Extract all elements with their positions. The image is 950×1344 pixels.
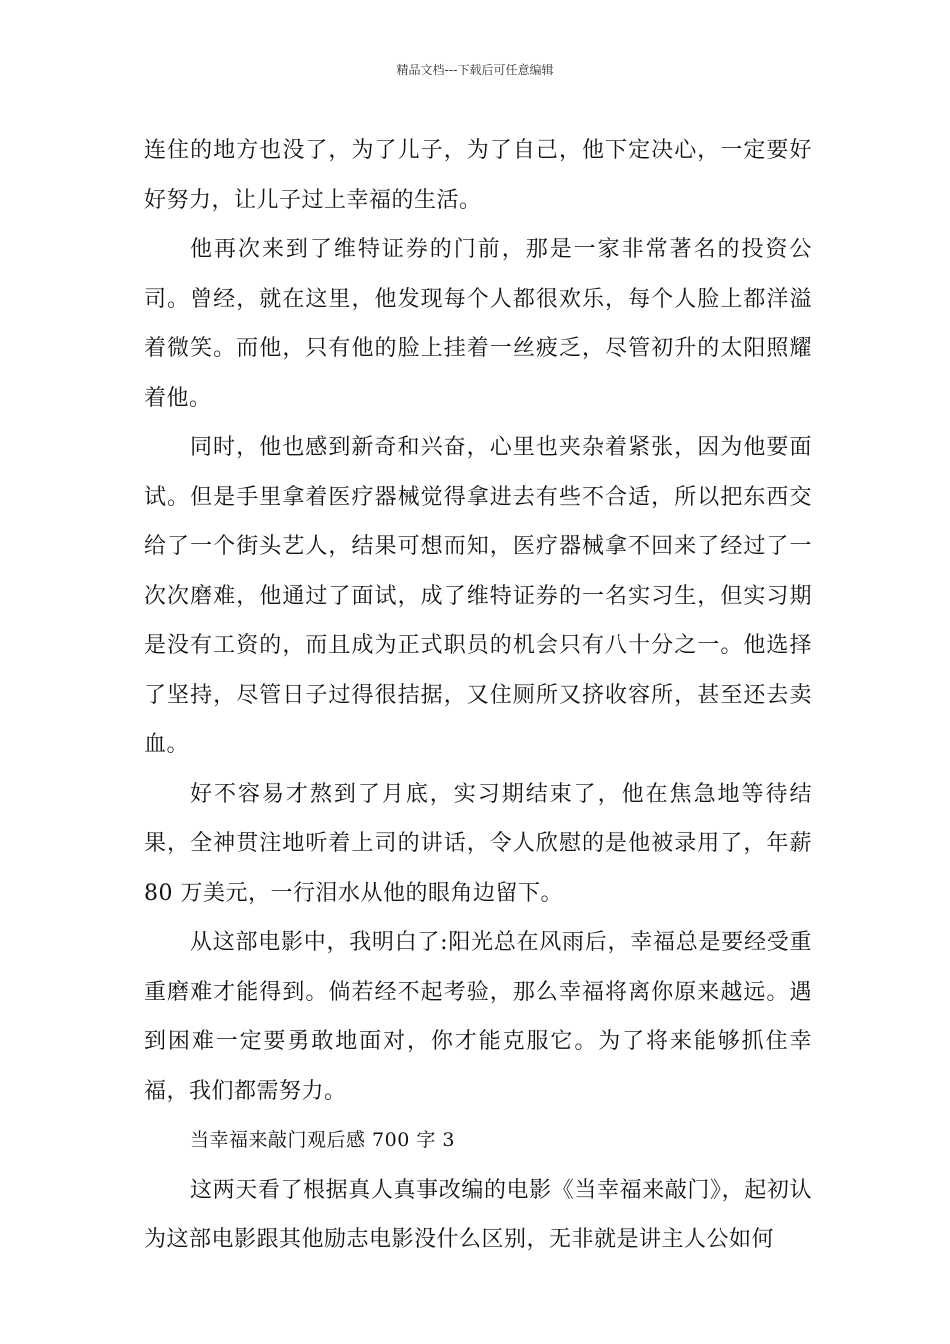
page-header: 精品文档---下载后可任意编辑	[396, 63, 554, 77]
paragraph: 他再次来到了维特证券的门前，那是一家非常著名的投资公司。曾经，就在这里，他发现每个人都很欢乐，每个人脸上都洋溢着微笑。而他，只有他的脸上挂着一丝疲乏，尽管初升的太阳照耀着他。	[144, 237, 812, 411]
section-heading: 当幸福来敲门观后感 700 字 3	[190, 1129, 455, 1151]
paragraph: 这两天看了根据真人真事改编的电影《当幸福来敲门》，起初认为这部电影跟其他励志电影没什么区别，无非就是讲主人公如何	[144, 1177, 812, 1252]
paragraph: 连住的地方也没了，为了儿子，为了自己，他下定决心，一定要好好努力，让儿子过上幸福的生活。	[144, 138, 812, 213]
paragraph: 好不容易才熬到了月底，实习期结束了，他在焦急地等待结果，全神贯注地听着上司的讲话，令人欣慰的是他被录用了，年薪 80 万美元，一行泪水从他的眼角边留下。	[144, 781, 812, 906]
document-body	[144, 126, 812, 1265]
paragraph: 从这部电影中，我明白了:阳光总在风雨后，幸福总是要经受重重磨难才能得到。倘若经不起考验，那么幸福将离你原来越远。遇到困难一定要勇敢地面对，你才能克服它。为了将来能够抓住幸福，我们都需努力。	[144, 930, 812, 1104]
paragraph: 同时，他也感到新奇和兴奋，心里也夹杂着紧张，因为他要面试。但是手里拿着医疗器械觉得拿进去有些不合适，所以把东西交给了一个街头艺人，结果可想而知，医疗器械拿不回来了经过了一次次磨难，他通过了面试，成了维特证券的一名实习生，但实习期是没有工资的，而且成为正式职员的机会只有八十分之一。他选择了坚持，尽管日子过得很拮据，又住厕所又挤收容所，甚至还去卖血。	[144, 435, 812, 757]
